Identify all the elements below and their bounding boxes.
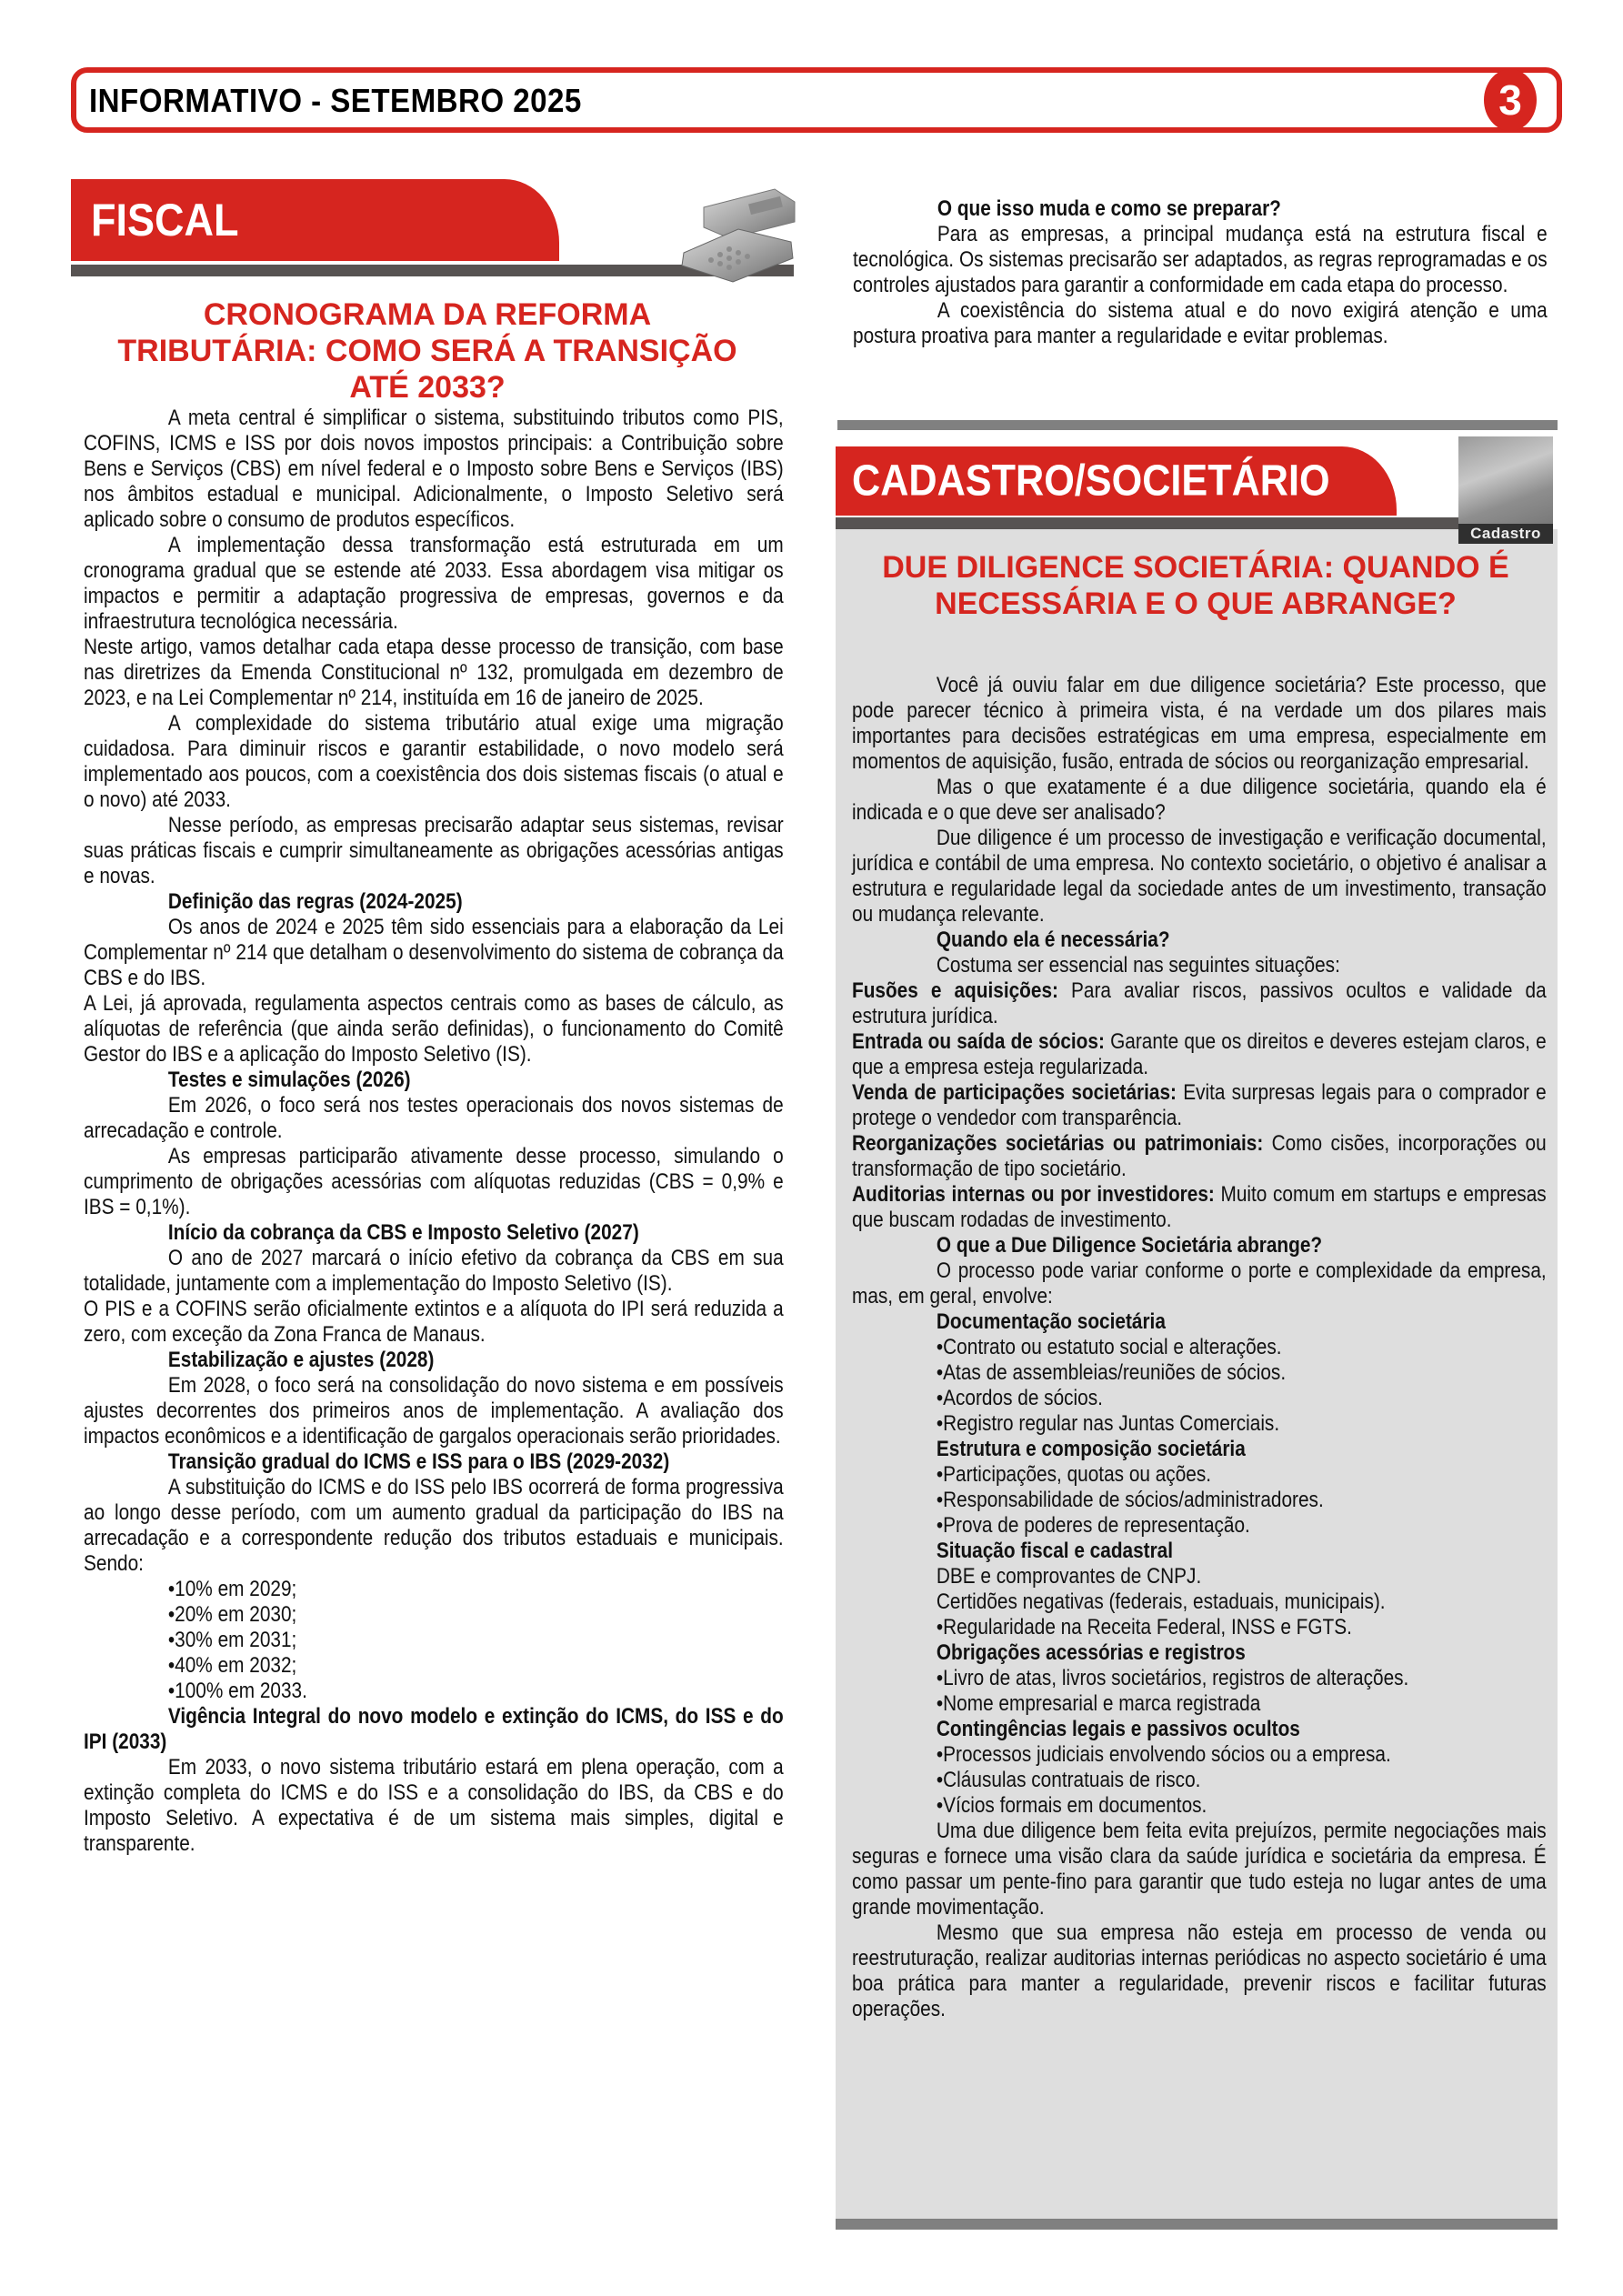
subheading: Documentação societária [936,1309,1166,1334]
subheading: Situação fiscal e cadastral [936,1539,1174,1563]
paragraph: A meta central é simplificar o sistema, substituindo tributos como PIS, COFINS, ICMS e ISS por dois novos impostos principais: a Contribuição sobre Bens e Serviços (CBS) em nível federal e o Imposto sobre Bens e Serviços (IBS) nos âmbitos estadual e municipal. Adicionalmente, o Imposto Seletivo será aplicado sobre o consumo de produtos específicos. [84,406,784,532]
situation-text: Evita surpresas legais para o comprador e protege o vendedor com transparência. [852,1080,1547,1130]
subheading: Definição das regras (2024-2025) [167,889,463,914]
paragraph: Uma due diligence bem feita evita prejuízos, permite negociações mais seguras e fornece uma visão clara da saúde jurídica e societária da empresa. É como passar um pente-fino para garantir que tudo esteja no lugar antes de uma grande movimentação. [852,1819,1547,1920]
situation-label: Auditorias internas ou por investidores: [852,1182,1215,1207]
paragraph: A Lei, já aprovada, regulamenta aspectos centrais como as bases de cálculo, as alíquotas de referência (que ainda serão definidas), o funcionamento do Comitê Gestor do IBS e a aplicação do Imposto Seletivo (IS). [84,991,784,1067]
paragraph: Due diligence é um processo de investigação e verificação documental, jurídica e contábil de uma empresa. No contexto societário, o objetivo é analisar a estrutura e regularidade legal da sociedade antes de um investimento, transação ou mudança relevante. [852,826,1547,927]
list-item: •Participações, quotas ou ações. [936,1462,1212,1487]
page-number-badge: 3 [1484,69,1537,131]
paragraph: A implementação dessa transformação está estruturada em um cronograma gradual que se estende até 2033. Essa abordagem visa mitigar os impactos e permitir a adaptação progressiva de empresas, governos e da infraestrutura tecnológica necessária. [84,533,784,634]
situation-text: Garante que os direitos e deveres estejam claros, e que a empresa esteja regularizada. [852,1029,1547,1079]
list-item: •Contrato ou estatuto social e alterações. [936,1335,1282,1359]
paragraph: Neste artigo, vamos detalhar cada etapa desse processo de transição, com base nas diretrizes da Emenda Constitucional nº 132, promulgada em dezembro de 2023, e na Lei Complementar nº 214, instituída em 16 de janeiro de 2025. [84,635,784,710]
subheading: Contingências legais e passivos ocultos [936,1717,1300,1741]
paragraph: Em 2028, o foco será na consolidação do novo sistema e em possíveis ajustes decorrentes dos primeiros anos de implementação. A avaliação dos impactos econômicos e a identificação de gargalos operacionais serão prioridades. [84,1373,784,1449]
list-item: •Cláusulas contratuais de risco. [936,1768,1201,1792]
page-header [71,67,1562,133]
situation-item [852,978,1547,1029]
section-rule [836,517,1472,529]
subheading: Quando ela é necessária? [936,927,1170,952]
list-item: •30% em 2031; [167,1628,297,1652]
paragraph: A coexistência do sistema atual e do novo exigirá atenção e uma postura proativa para manter a regularidade e evitar problemas. [853,298,1548,348]
list-item: •20% em 2030; [167,1602,297,1627]
list-item: •Vícios formais em documentos. [936,1793,1207,1818]
subheading: Testes e simulações (2026) [167,1068,411,1092]
situation-item [852,1080,1547,1131]
list-item: •Prova de poderes de representação. [936,1513,1250,1538]
article-body-fiscal-continuation [853,196,1623,349]
list-item: •Acordos de sócios. [936,1386,1103,1410]
situation-label: Entrada ou saída de sócios: [852,1029,1105,1054]
paragraph: Mas o que exatamente é a due diligence societária, quando ela é indicada e o que deve ser analisado? [852,775,1547,825]
cash-register-icon [675,182,802,284]
list-item: •Responsabilidade de sócios/administradores. [936,1488,1324,1512]
list-item: •Atas de assembleias/reuniões de sócios. [936,1360,1287,1385]
subheading: Estrutura e composição societária [936,1437,1246,1461]
paragraph: Para as empresas, a principal mudança está na estrutura fiscal e tecnológica. Os sistemas precisarão ser adaptados, as regras reprogramadas e os controles ajustados para garantir a conformidade em cada etapa do processo. [853,222,1548,297]
situation-label: Fusões e aquisições: [852,978,1058,1003]
paragraph: As empresas participarão ativamente desse processo, simulando o cumprimento de obrigações acessórias com alíquotas reduzidas (CBS = 0,9% e IBS = 0,1%). [84,1144,784,1219]
paragraph: •Livro de atas, livros societários, registros de alterações. [936,1666,1409,1690]
list-item: •10% em 2029; [167,1577,297,1601]
paragraph: O PIS e a COFINS serão oficialmente extintos e a alíquota do IPI será reduzida a zero, com exceção da Zona Franca de Manaus. [84,1297,784,1347]
paragraph: Nesse período, as empresas precisarão adaptar seus sistemas, revisar suas práticas fiscais e cumprir simultaneamente as obrigações acessórias antigas e novas. [84,813,784,888]
subheading: Obrigações acessórias e registros [936,1640,1246,1665]
subheading: Vigência Integral do novo modelo e extinção do ICMS, do ISS e do IPI (2033) [84,1704,784,1754]
subheading: O que isso muda e como se preparar? [937,196,1281,221]
paragraph: Você já ouviu falar em due diligence societária? Este processo, que pode parecer técnico à primeira vista, é na verdade um dos pilares mais importantes para decisões estratégicas em uma empresa, especialmente em momentos de aquisição, fusão, entrada de sócios ou reorganização empresarial. [852,673,1547,774]
list-item: •100% em 2033. [167,1679,307,1703]
section-banner-cadastro [836,446,1397,516]
situation-item [852,1131,1547,1182]
article-headline-fiscal: CRONOGRAMA DA REFORMA TRIBUTÁRIA: COMO SERÁ A TRANSIÇÃO ATÉ 2033? [117,297,737,405]
paragraph: Mesmo que sua empresa não esteja em processo de venda ou reestruturação, realizar auditorias internas periódicas no aspecto societário é uma boa prática para manter a regularidade, prevenir riscos e facilitar futuras operações. [852,1920,1547,2021]
paragraph: O ano de 2027 marcará o início efetivo da cobrança da CBS em sua totalidade, juntamente com a implementação do Imposto Seletivo (IS). [84,1246,784,1296]
cadastro-photo-caption: Cadastro [1458,524,1553,544]
paragraph: Em 2026, o foco será nos testes operacionais dos novos sistemas de arrecadação e controle. [84,1093,784,1143]
paragraph: A substituição do ICMS e do ISS pelo IBS ocorrerá de forma progressiva ao longo desse período, com um aumento gradual da participação do IBS na arrecadação e a correspondente redução dos tributos estaduais e municipais. Sendo: [84,1475,784,1576]
paragraph: •Processos judiciais envolvendo sócios ou a empresa. [936,1742,1391,1767]
paragraph: A complexidade do sistema tributário atual exige uma migração cuidadosa. Para diminuir riscos e garantir estabilidade, o novo modelo será implementado aos poucos, com a coexistência dos dois sistemas fiscais (o atual e o novo) até 2033. [84,711,784,812]
box-bottom-rule [836,2219,1558,2230]
paragraph: Costuma ser essencial nas seguintes situações: [936,953,1340,978]
subheading: O que a Due Diligence Societária abrange? [936,1233,1323,1258]
subheading: Estabilização e ajustes (2028) [167,1348,435,1372]
situation-label: Reorganizações societárias ou patrimoniais: [852,1131,1264,1156]
paragraph: Os anos de 2024 e 2025 têm sido essenciais para a elaboração da Lei Complementar nº 214 que detalham o desenvolvimento do sistema de cobrança da CBS e do IBS. [84,915,784,990]
section-label-fiscal: FISCAL [91,195,239,246]
situation-label: Venda de participações societárias: [852,1080,1177,1105]
article-headline-cadastro: DUE DILIGENCE SOCIETÁRIA: QUANDO É NECESSÁRIA E O QUE ABRANGE? [882,550,1509,621]
subheading: Transição gradual do ICMS e ISS para o IBS (2029-2032) [167,1449,670,1474]
section-divider [837,420,1558,430]
paragraph: O processo pode variar conforme o porte e complexidade da empresa, mas, em geral, envolve: [852,1258,1547,1308]
paragraph: Certidões negativas (federais, estaduais, municipais). [936,1589,1386,1614]
list-item: •Registro regular nas Juntas Comerciais. [936,1411,1280,1436]
section-banner-fiscal [71,179,559,261]
section-label-cadastro: CADASTRO/SOCIETÁRIO [852,456,1330,506]
list-item: •40% em 2032; [167,1653,297,1678]
newsletter-title: INFORMATIVO - SETEMBRO 2025 [89,82,582,119]
list-item: •Regularidade na Receita Federal, INSS e FGTS. [936,1615,1352,1639]
situation-text: Para avaliar riscos, passivos ocultos e validade da estrutura jurídica. [852,978,1547,1028]
situation-text: Como cisões, incorporações ou transformação de tipo societário. [852,1131,1547,1181]
article-body-fiscal [84,406,897,1857]
paragraph: Em 2033, o novo sistema tributário estará em plena operação, com a extinção completa do ICMS e do ISS e a consolidação do IBS, da CBS e do Imposto Seletivo. A expectativa é de um sistema mais simples, digital e transparente. [84,1755,784,1856]
list-item: •Nome empresarial e marca registrada [936,1691,1261,1716]
list-item: DBE e comprovantes de CNPJ. [936,1564,1202,1589]
cadastro-photo [1458,436,1553,544]
article-body-cadastro [852,673,1623,2022]
subheading: Início da cobrança da CBS e Imposto Seletivo (2027) [167,1220,639,1245]
situation-item [852,1182,1547,1233]
situation-text: Muito comum em startups e empresas que buscam rodadas de investimento. [852,1182,1547,1232]
situation-item [852,1029,1547,1080]
